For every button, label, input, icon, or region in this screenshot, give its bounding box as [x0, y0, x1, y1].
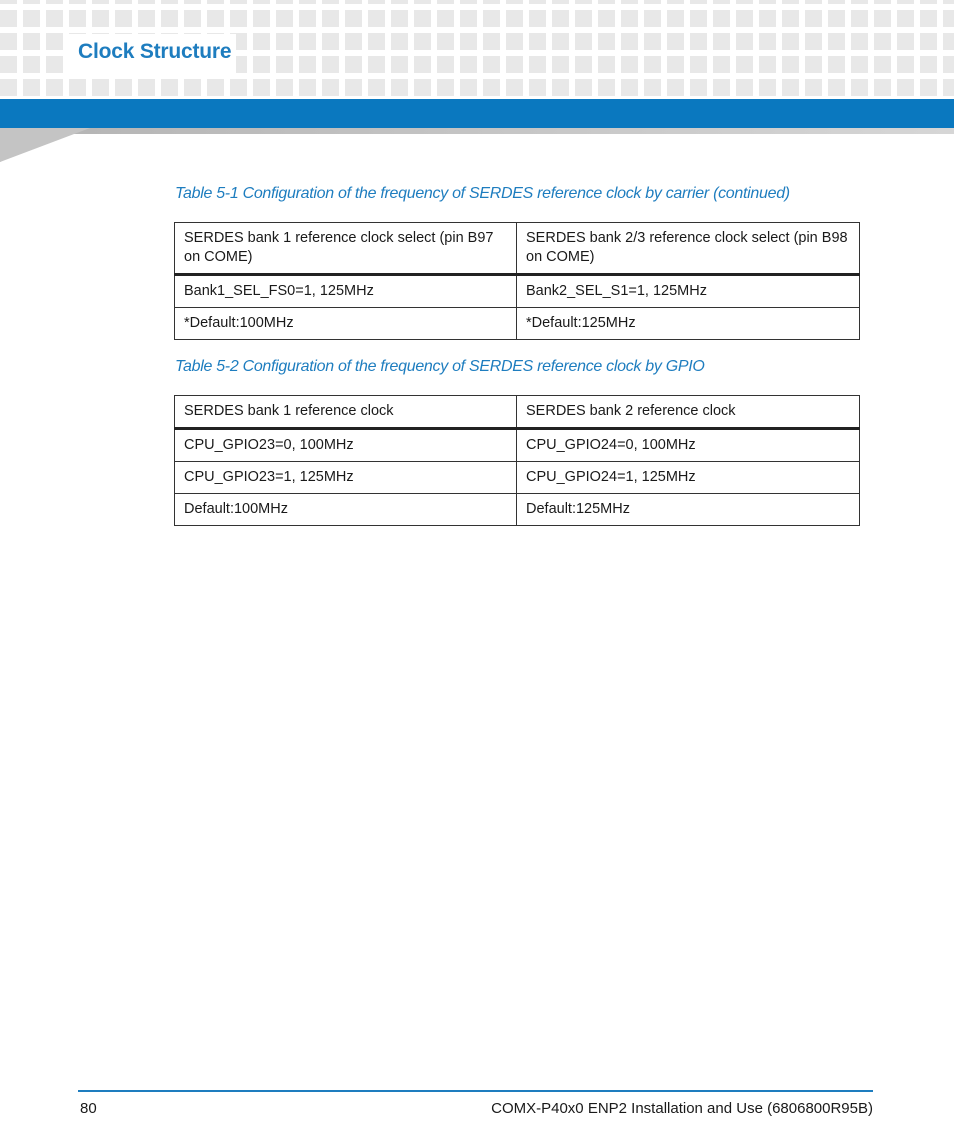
table-cell: CPU_GPIO23=1, 125MHz: [175, 462, 517, 494]
table-cell: *Default:100MHz: [175, 308, 517, 340]
table-row: [175, 275, 860, 308]
table2-caption: Table 5-2 Configuration of the frequency of SERDES reference clock by GPIO: [175, 358, 705, 375]
table-header-cell: SERDES bank 2 reference clock: [517, 396, 860, 429]
table-row: [175, 494, 860, 526]
table-cell: Default:125MHz: [517, 494, 860, 526]
table-cell: CPU_GPIO24=0, 100MHz: [517, 429, 860, 462]
table-cell: CPU_GPIO24=1, 125MHz: [517, 462, 860, 494]
table-header-row: [175, 223, 860, 275]
table-header-cell: SERDES bank 2/3 reference clock select (pin B98 on COME): [517, 223, 860, 275]
table-header-cell: SERDES bank 1 reference clock select (pin B97 on COME): [175, 223, 517, 275]
header-gray-wedge: [0, 128, 954, 164]
table2: [174, 395, 860, 526]
table1-caption: Table 5-1 Configuration of the frequency of SERDES reference clock by carrier (continued): [175, 185, 790, 202]
table-row: [175, 429, 860, 462]
header-blue-band: [0, 99, 954, 128]
footer-rule: [78, 1090, 873, 1092]
table1: [174, 222, 860, 340]
table-cell: Bank1_SEL_FS0=1, 125MHz: [175, 275, 517, 308]
table-header-row: [175, 396, 860, 429]
table-cell: Bank2_SEL_S1=1, 125MHz: [517, 275, 860, 308]
table-cell: Default:100MHz: [175, 494, 517, 526]
page-number: 80: [80, 1100, 97, 1117]
section-title: Clock Structure: [78, 40, 232, 63]
table-cell: *Default:125MHz: [517, 308, 860, 340]
document-title: COMX-P40x0 ENP2 Installation and Use (6806800R95B): [491, 1100, 873, 1117]
table-header-cell: SERDES bank 1 reference clock: [175, 396, 517, 429]
table-cell: CPU_GPIO23=0, 100MHz: [175, 429, 517, 462]
table-row: [175, 462, 860, 494]
table-row: [175, 308, 860, 340]
